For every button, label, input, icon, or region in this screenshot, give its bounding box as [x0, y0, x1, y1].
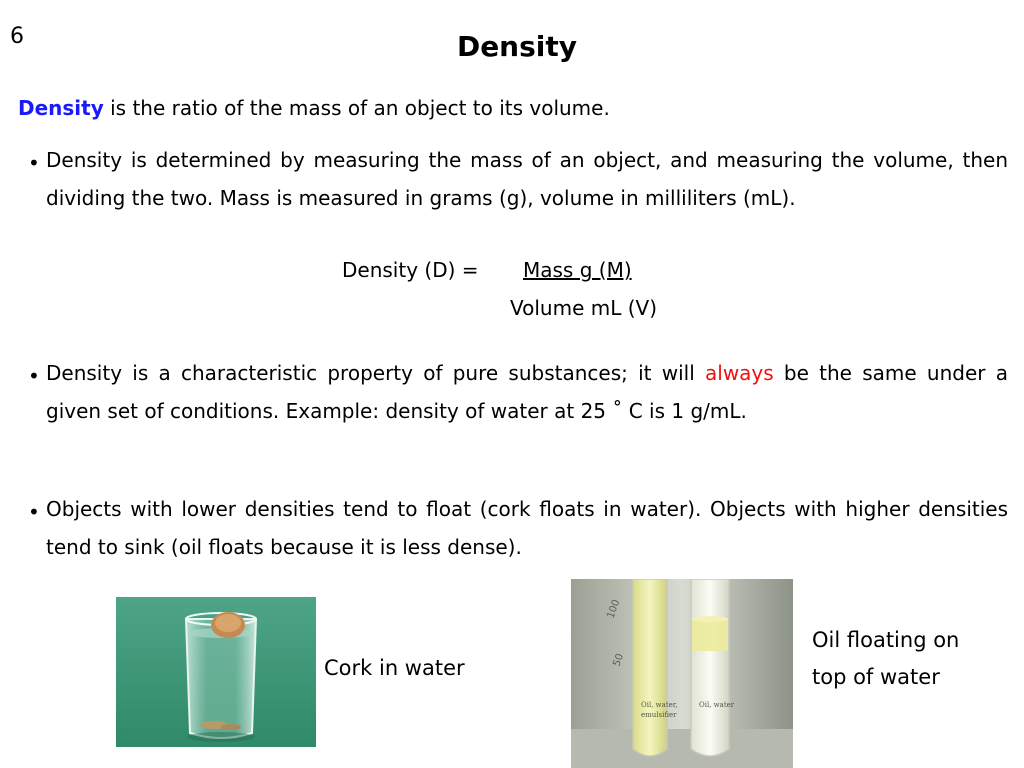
oil-water-tubes-photo: [571, 579, 793, 768]
definition-text: is the ratio of the mass of an object to its volume.: [103, 96, 610, 120]
tube-label-left-line1: Oil, water,: [641, 701, 678, 709]
oil-caption-line-1: Oil floating on: [812, 628, 960, 652]
definition-line: [18, 96, 610, 120]
beaker-mark-100: 100: [605, 598, 623, 621]
tube-label-left-line2: emulsifier: [641, 711, 677, 719]
bullet-text-1: Density is determined by measuring the mass of an object, and measuring the volume, then dividing the two. Mass is measured in grams (g), volume in milliliters (mL).: [46, 148, 1008, 210]
formula-numerator: Mass g (M): [523, 258, 632, 282]
bullet-marker: •: [28, 364, 40, 388]
cork-in-water-photo: [116, 597, 316, 747]
slide-title: Density: [456, 30, 578, 63]
bullet-marker: •: [28, 500, 40, 524]
bullet-marker: •: [28, 151, 40, 175]
bullet-text-3: Objects with lower densities tend to float (cork floats in water). Objects with higher densities tend to sink (oil floats because it is less dense).: [46, 497, 1008, 559]
cork-caption: Cork in water: [324, 656, 465, 680]
tube-label-right: Oil, water: [699, 701, 735, 709]
oil-caption-line-2: top of water: [812, 665, 940, 689]
bullet-2-after: be the same under a given set of conditions. Example: density of water at 25 ˚ C is 1 g/mL.: [46, 361, 1008, 423]
definition-term: Density: [18, 96, 104, 120]
bullet-text-2: [46, 355, 1008, 430]
bullet-2-highlight: always: [705, 361, 774, 385]
slide-number: 6: [10, 24, 24, 49]
bullet-2-before: Density is a characteristic property of pure substances; it will: [46, 361, 705, 385]
formula-denominator: Volume mL (V): [510, 296, 658, 320]
beaker-mark-50: 50: [611, 652, 627, 669]
oil-caption: [812, 622, 1012, 696]
formula-label: Density (D) =: [342, 258, 479, 282]
